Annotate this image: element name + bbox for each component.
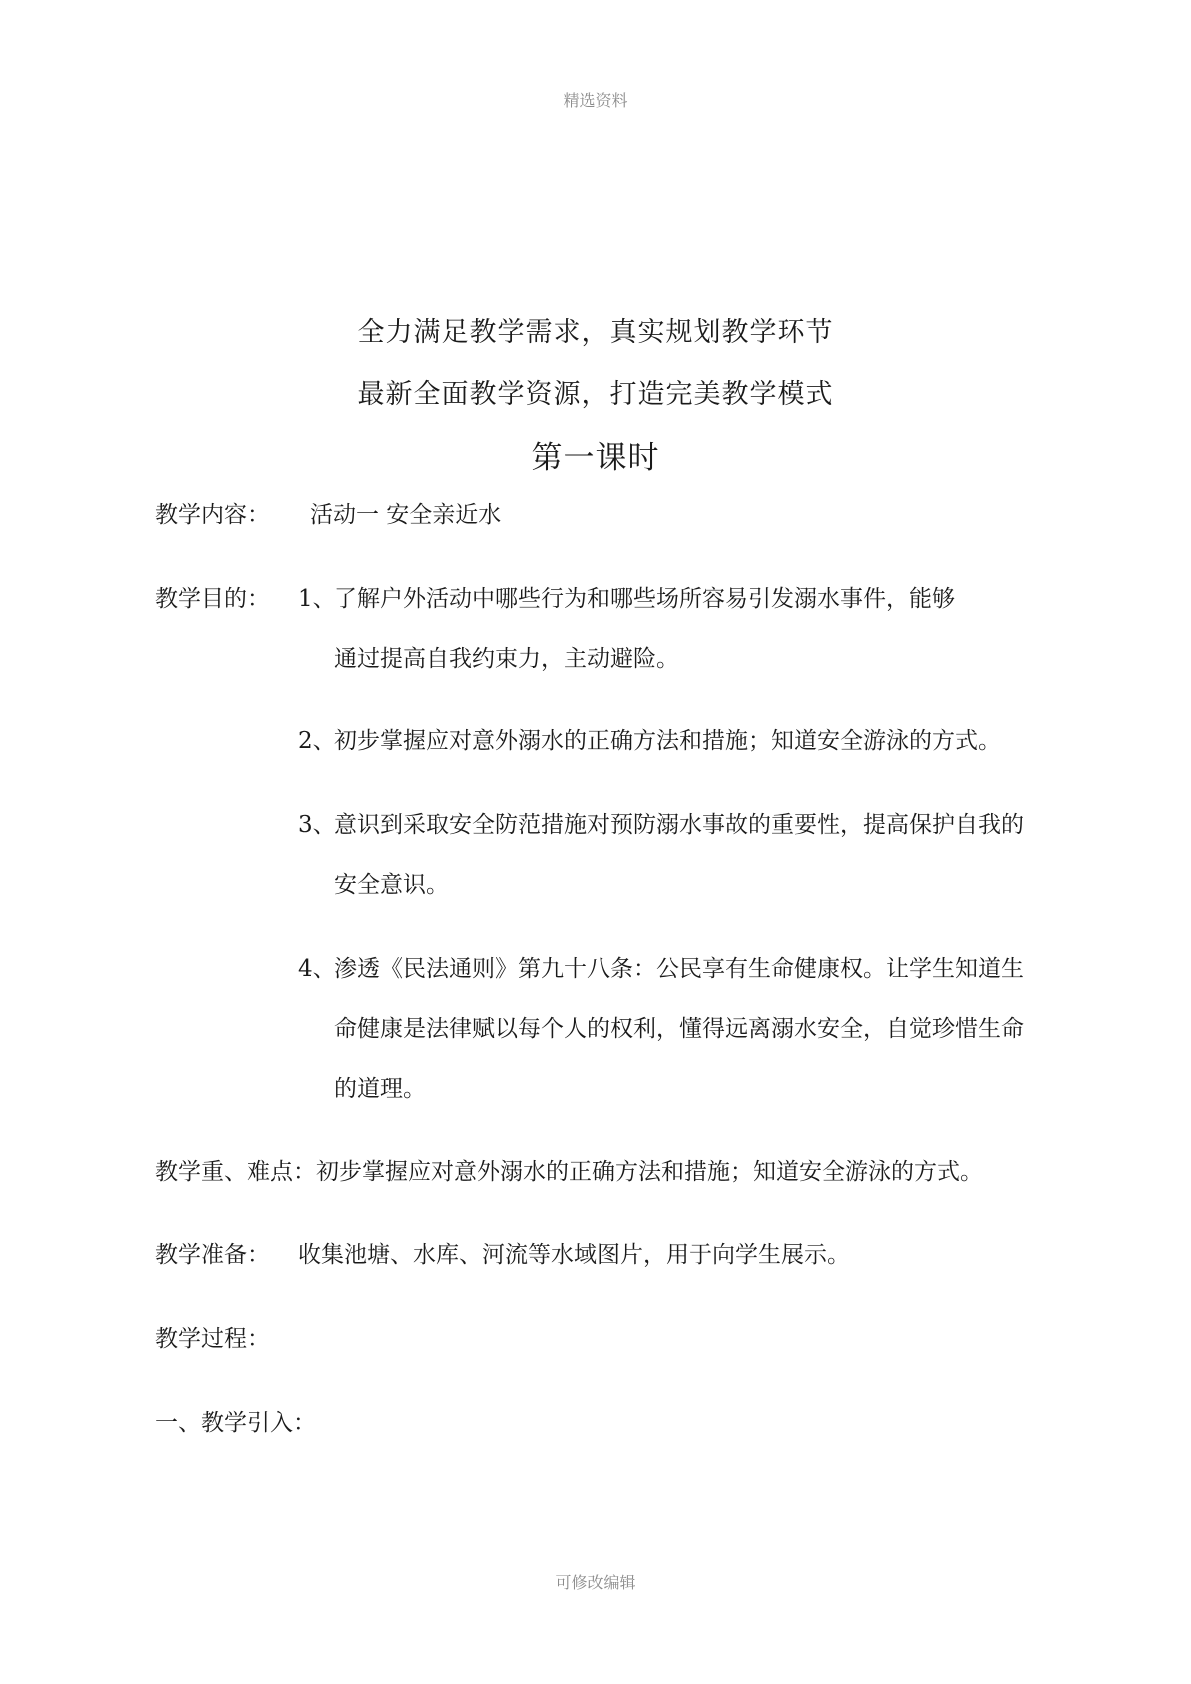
- footer-watermark-text: 可修改编辑: [555, 1573, 636, 1592]
- objective-text: 命健康是法律赋以每个人的权利，懂得远离溺水安全，自觉珍惜生命: [334, 1016, 1024, 1042]
- objective-number: 2、: [298, 728, 336, 754]
- title-line-1: 全力满足教学需求，真实规划教学环节: [357, 317, 834, 348]
- objective-text: 了解户外活动中哪些行为和哪些场所容易引发溺水事件，能够: [334, 586, 955, 612]
- objective-number: 1、: [298, 586, 336, 612]
- objective-text: 安全意识。: [334, 872, 449, 898]
- objective-number: 3、: [298, 812, 336, 838]
- content-label: 教学内容：: [155, 502, 270, 528]
- objective-text: 初步掌握应对意外溺水的正确方法和措施；知道安全游泳的方式。: [334, 728, 1001, 754]
- objectives-label: 教学目的：: [155, 586, 270, 612]
- objective-number: 4、: [298, 956, 336, 982]
- header-watermark-text: 精选资料: [563, 91, 628, 110]
- title-line-2: 最新全面教学资源，打造完美教学模式: [357, 379, 834, 410]
- lesson-title: 第一课时: [531, 440, 660, 476]
- preparation-value: 收集池塘、水库、河流等水域图片，用于向学生展示。: [298, 1242, 850, 1268]
- key-points-line: 教学重、难点：初步掌握应对意外溺水的正确方法和措施；知道安全游泳的方式。: [155, 1159, 983, 1185]
- preparation-label: 教学准备：: [155, 1242, 270, 1268]
- section-heading: 一、教学引入：: [155, 1410, 316, 1436]
- objective-text: 通过提高自我约束力，主动避险。: [334, 646, 679, 672]
- process-label: 教学过程：: [155, 1326, 270, 1352]
- objective-text: 渗透《民法通则》第九十八条：公民享有生命健康权。让学生知道生: [334, 956, 1024, 982]
- objective-text: 意识到采取安全防范措施对预防溺水事故的重要性，提高保护自我的: [334, 812, 1024, 838]
- content-value: 活动一 安全亲近水: [310, 502, 502, 528]
- objective-text: 的道理。: [334, 1076, 426, 1102]
